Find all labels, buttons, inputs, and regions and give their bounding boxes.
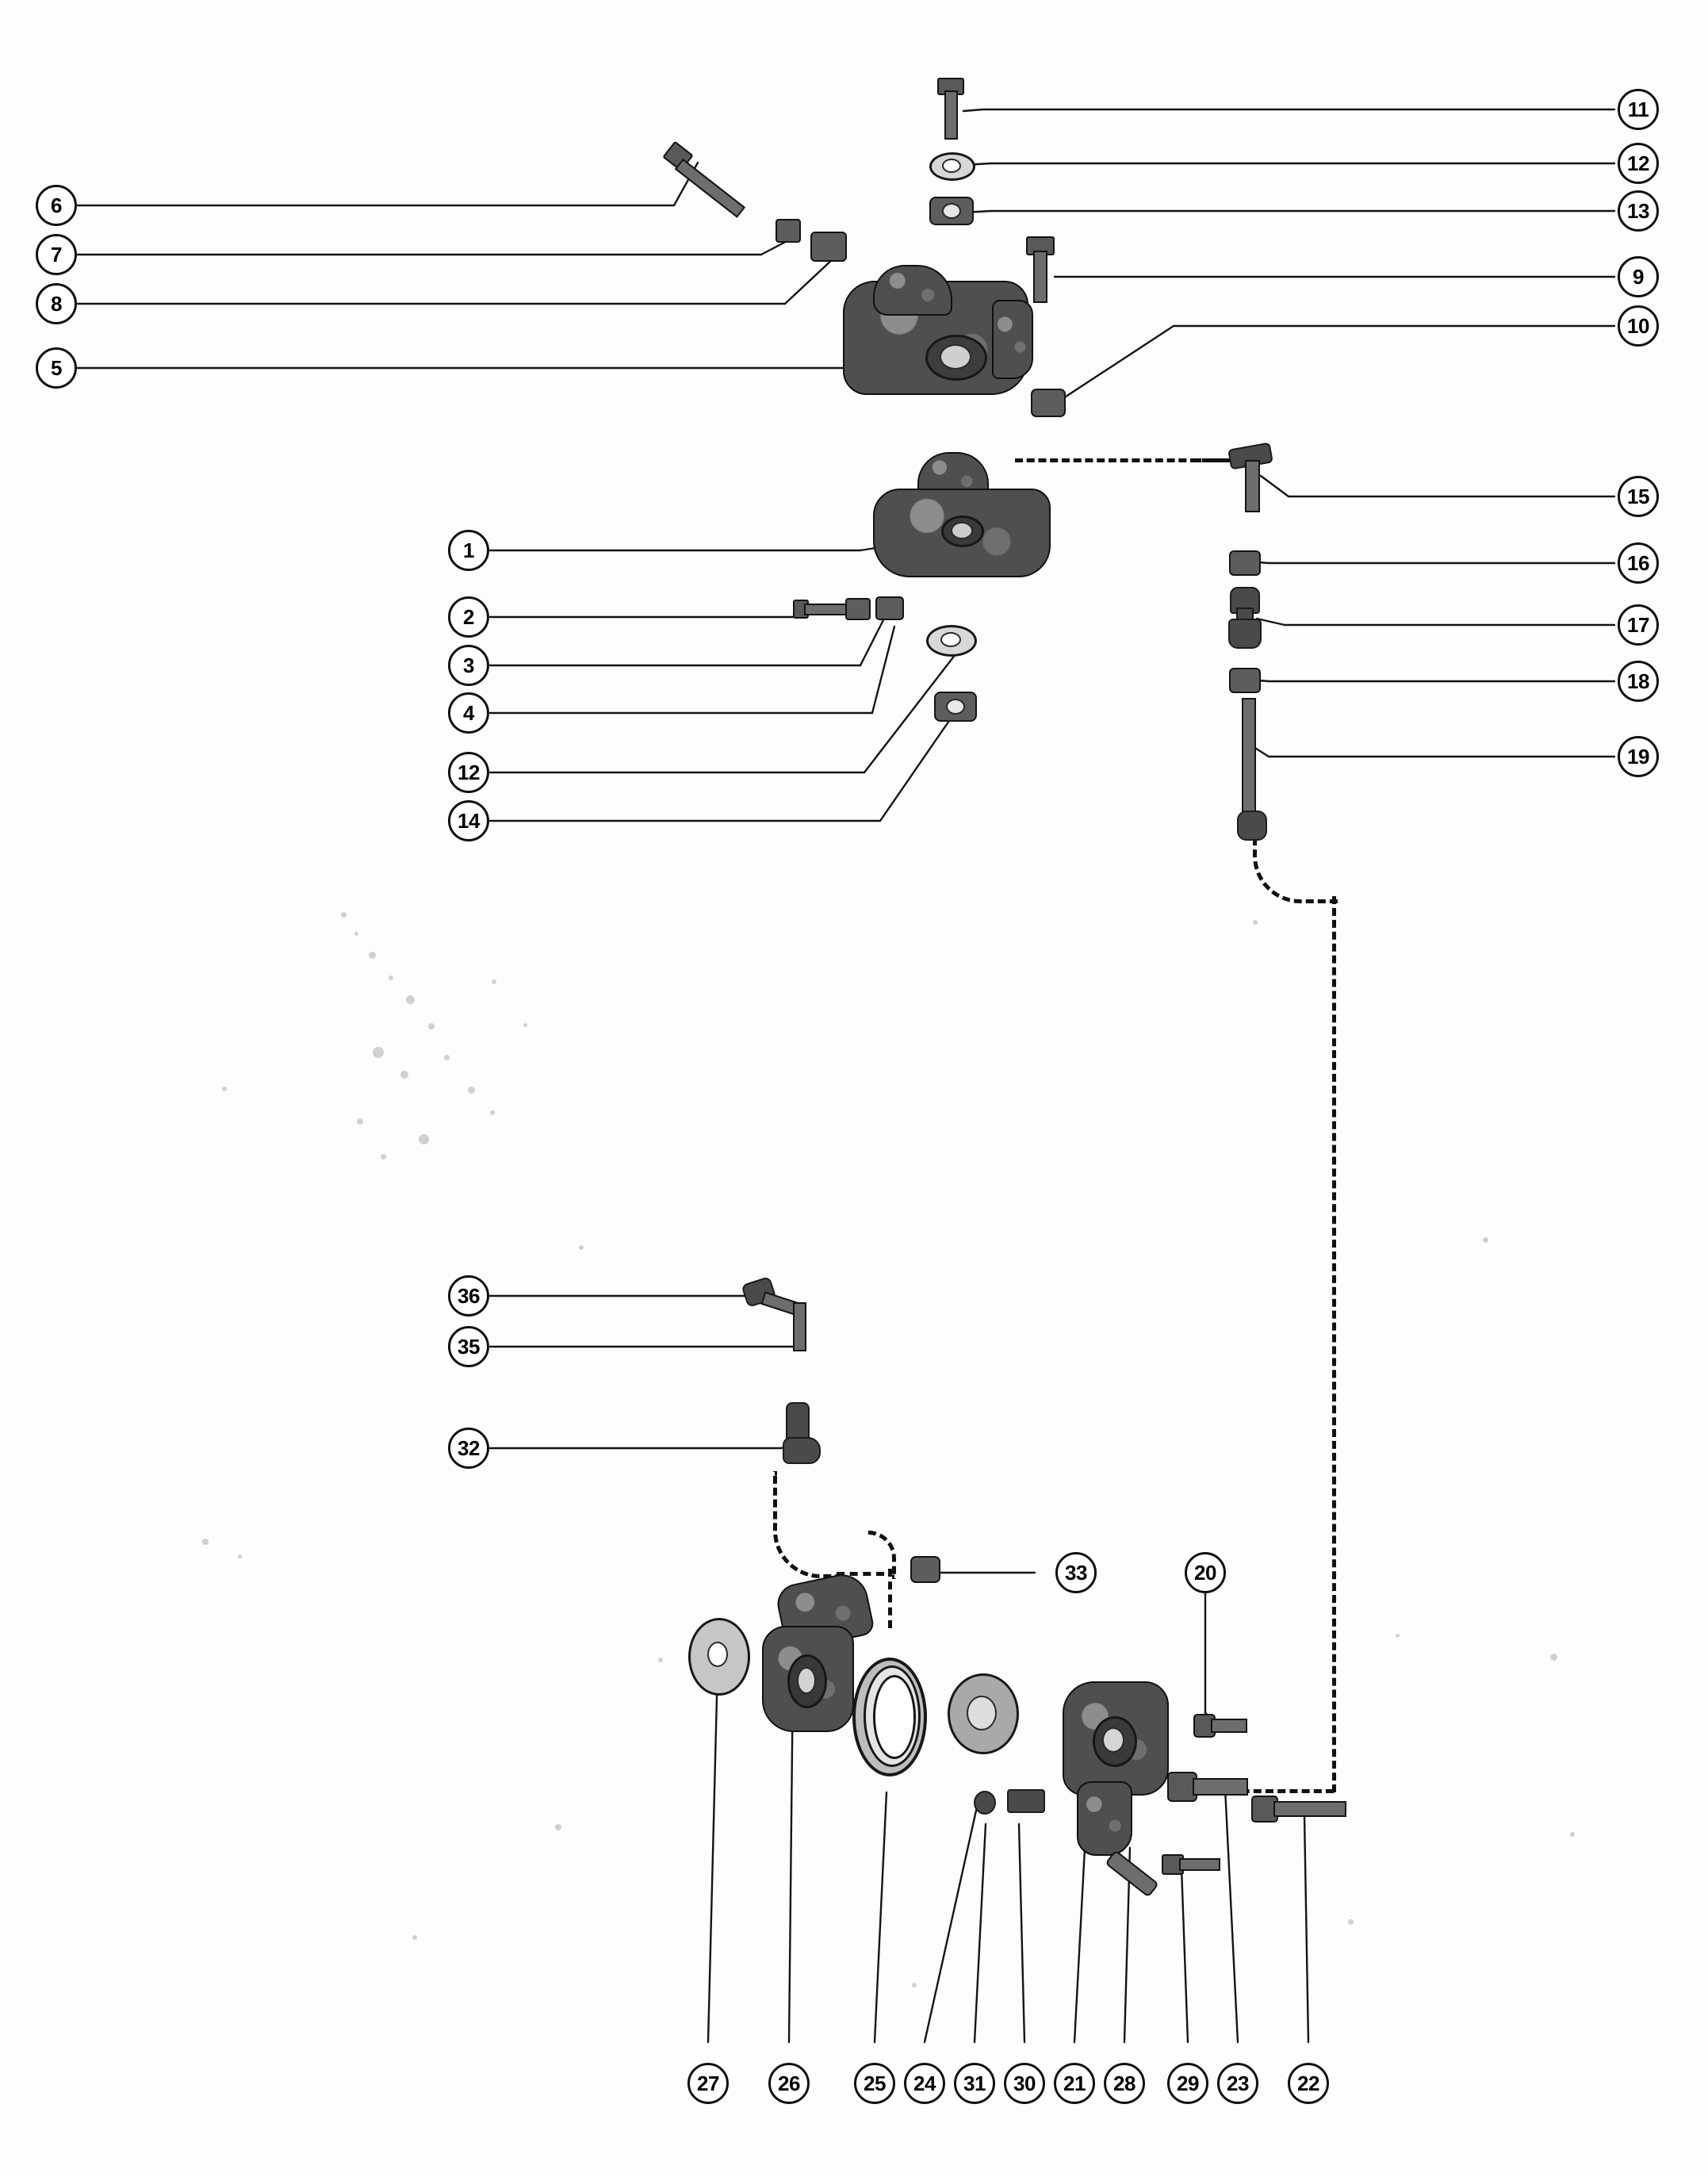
casting-flange bbox=[992, 300, 1033, 379]
spacer-body bbox=[810, 232, 847, 262]
callout-19[interactable]: 19 bbox=[1618, 736, 1659, 777]
ring-hole bbox=[967, 1696, 997, 1730]
part-bushing-31 bbox=[974, 1791, 1001, 1819]
part-nut-13 bbox=[929, 197, 972, 227]
part-bolt-29 bbox=[1162, 1848, 1225, 1888]
cable-route-lower-left bbox=[773, 1471, 844, 1578]
speckle bbox=[468, 1087, 475, 1094]
washer-hole bbox=[940, 632, 961, 647]
bushing-body bbox=[974, 1791, 996, 1815]
part-spacer-8 bbox=[810, 232, 845, 263]
part-washer-27 bbox=[688, 1618, 752, 1696]
callout-28[interactable]: 28 bbox=[1104, 2063, 1145, 2104]
part-washer-12-top bbox=[929, 152, 972, 179]
callout-21[interactable]: 21 bbox=[1054, 2063, 1095, 2104]
speckle bbox=[1253, 920, 1258, 925]
bolt-shaft bbox=[1179, 1858, 1220, 1871]
callout-3[interactable]: 3 bbox=[448, 645, 489, 686]
casting-bore-inner bbox=[951, 522, 973, 539]
callout-30[interactable]: 30 bbox=[1004, 2063, 1045, 2104]
callout-15[interactable]: 15 bbox=[1618, 476, 1659, 517]
balljoint-lower bbox=[1228, 619, 1262, 649]
callout-9[interactable]: 9 bbox=[1618, 256, 1659, 297]
nut-body bbox=[1031, 389, 1066, 417]
casting-bore-inner bbox=[797, 1667, 816, 1694]
part-bolt-11 bbox=[934, 78, 966, 141]
speckle bbox=[523, 1023, 527, 1027]
bolt-shaft bbox=[1211, 1719, 1247, 1733]
bolt-shaft bbox=[675, 159, 745, 218]
nut-hole bbox=[946, 699, 965, 715]
fitting-stem bbox=[1245, 460, 1260, 512]
nut-body bbox=[910, 1556, 940, 1583]
part-bolt-2 bbox=[793, 596, 872, 623]
callout-1[interactable]: 1 bbox=[448, 530, 489, 571]
spacer-body bbox=[875, 596, 904, 620]
callout-32[interactable]: 32 bbox=[448, 1428, 489, 1469]
callout-10[interactable]: 10 bbox=[1618, 305, 1659, 347]
part-casting-1 bbox=[868, 452, 1059, 595]
part-casting-5 bbox=[837, 263, 1043, 414]
speckle bbox=[444, 1055, 450, 1060]
nut-body bbox=[775, 219, 801, 243]
speckle bbox=[389, 975, 393, 980]
speckle bbox=[658, 1658, 663, 1662]
nut-body bbox=[1229, 668, 1261, 693]
callout-14[interactable]: 14 bbox=[448, 800, 489, 841]
speckle bbox=[492, 979, 496, 984]
bolt-shaft bbox=[1273, 1801, 1346, 1817]
callout-36[interactable]: 36 bbox=[448, 1275, 489, 1317]
callout-11[interactable]: 11 bbox=[1618, 89, 1659, 130]
speckle bbox=[357, 1118, 363, 1125]
speckle bbox=[1550, 1654, 1557, 1661]
rod-end bbox=[1237, 811, 1267, 841]
part-ring-24 bbox=[948, 1673, 1024, 1761]
speckle bbox=[202, 1539, 209, 1545]
speckle bbox=[222, 1087, 227, 1091]
part-bolt-22 bbox=[1251, 1791, 1354, 1838]
callout-20[interactable]: 20 bbox=[1185, 1552, 1226, 1593]
speckle bbox=[1570, 1832, 1575, 1837]
part-spring-30 bbox=[1007, 1786, 1051, 1821]
callout-25[interactable]: 25 bbox=[854, 2063, 895, 2104]
speckle bbox=[419, 1134, 429, 1144]
bolt-shaft bbox=[804, 604, 847, 615]
speckle bbox=[490, 1110, 495, 1115]
callout-8[interactable]: 8 bbox=[36, 283, 77, 324]
speckle bbox=[1396, 1634, 1400, 1638]
casting-bore-inner bbox=[940, 344, 971, 370]
part-bellows-25 bbox=[852, 1658, 940, 1776]
part-nut-18 bbox=[1229, 668, 1261, 695]
callout-12-top[interactable]: 12 bbox=[1618, 143, 1659, 184]
speckle bbox=[1348, 1919, 1354, 1925]
callout-12-mid[interactable]: 12 bbox=[448, 752, 489, 793]
callout-29[interactable]: 29 bbox=[1167, 2063, 1208, 2104]
callout-33[interactable]: 33 bbox=[1055, 1552, 1097, 1593]
rod-shaft bbox=[1242, 698, 1256, 820]
callout-22[interactable]: 22 bbox=[1288, 2063, 1329, 2104]
spring-body bbox=[1007, 1789, 1045, 1813]
callout-26[interactable]: 26 bbox=[768, 2063, 810, 2104]
callout-2[interactable]: 2 bbox=[448, 596, 489, 638]
part-nut-10 bbox=[1031, 389, 1066, 419]
casting-bore-inner bbox=[1102, 1727, 1124, 1753]
washer-hole bbox=[942, 159, 961, 173]
part-bolt-9 bbox=[1023, 236, 1058, 308]
callout-5[interactable]: 5 bbox=[36, 347, 77, 389]
part-nut-14 bbox=[934, 692, 977, 723]
speckle bbox=[354, 932, 358, 936]
part-bolt-23 bbox=[1167, 1769, 1254, 1816]
callout-16[interactable]: 16 bbox=[1618, 542, 1659, 584]
speckle bbox=[555, 1824, 561, 1830]
part-spacer-3 bbox=[875, 596, 904, 622]
callout-4[interactable]: 4 bbox=[448, 692, 489, 734]
speckle bbox=[341, 912, 347, 918]
part-bolt-6 bbox=[664, 141, 768, 236]
washer-hole bbox=[707, 1642, 728, 1667]
tube-lower bbox=[793, 1302, 806, 1351]
callout-6[interactable]: 6 bbox=[36, 185, 77, 226]
speckle bbox=[406, 995, 415, 1004]
pin-shaft bbox=[1105, 1849, 1159, 1897]
nut-body bbox=[845, 598, 871, 620]
callout-18[interactable]: 18 bbox=[1618, 661, 1659, 702]
callout-24[interactable]: 24 bbox=[904, 2063, 945, 2104]
speckle bbox=[381, 1154, 386, 1159]
part-nut-7 bbox=[775, 219, 799, 243]
bellows-ring-3 bbox=[873, 1675, 916, 1759]
callout-13[interactable]: 13 bbox=[1618, 190, 1659, 232]
speckle bbox=[400, 1071, 408, 1079]
bolt-shaft bbox=[944, 90, 958, 140]
callout-35[interactable]: 35 bbox=[448, 1326, 489, 1367]
part-bolt-20 bbox=[1193, 1709, 1249, 1747]
part-connector-32 bbox=[781, 1402, 829, 1474]
speckle bbox=[412, 1935, 417, 1940]
speckle bbox=[428, 1023, 435, 1029]
speckle bbox=[579, 1245, 584, 1250]
part-rod-19 bbox=[1231, 698, 1278, 857]
part-nut-16 bbox=[1229, 550, 1261, 577]
callout-23[interactable]: 23 bbox=[1217, 2063, 1258, 2104]
speckle bbox=[238, 1554, 242, 1558]
bolt-shaft bbox=[1193, 1778, 1248, 1796]
nut-hole bbox=[942, 203, 961, 219]
cable-route-lower-stub bbox=[888, 1569, 892, 1628]
speckle bbox=[369, 952, 376, 959]
callout-17[interactable]: 17 bbox=[1618, 604, 1659, 646]
part-washer-4 bbox=[926, 625, 975, 657]
cable-route-right-vertical bbox=[1332, 896, 1336, 1792]
casting-arm bbox=[873, 265, 952, 316]
callout-27[interactable]: 27 bbox=[687, 2063, 729, 2104]
part-tube-35 bbox=[763, 1285, 818, 1364]
part-fitting-15 bbox=[1229, 446, 1280, 514]
callout-31[interactable]: 31 bbox=[954, 2063, 995, 2104]
speckle bbox=[1483, 1237, 1488, 1243]
speckle bbox=[912, 1983, 917, 1987]
part-nut-33 bbox=[910, 1556, 942, 1585]
connector-elbow bbox=[783, 1437, 821, 1464]
nut-body bbox=[1229, 550, 1261, 576]
callout-7[interactable]: 7 bbox=[36, 234, 77, 275]
bolt-shaft bbox=[1033, 251, 1047, 303]
speckle bbox=[373, 1047, 384, 1058]
